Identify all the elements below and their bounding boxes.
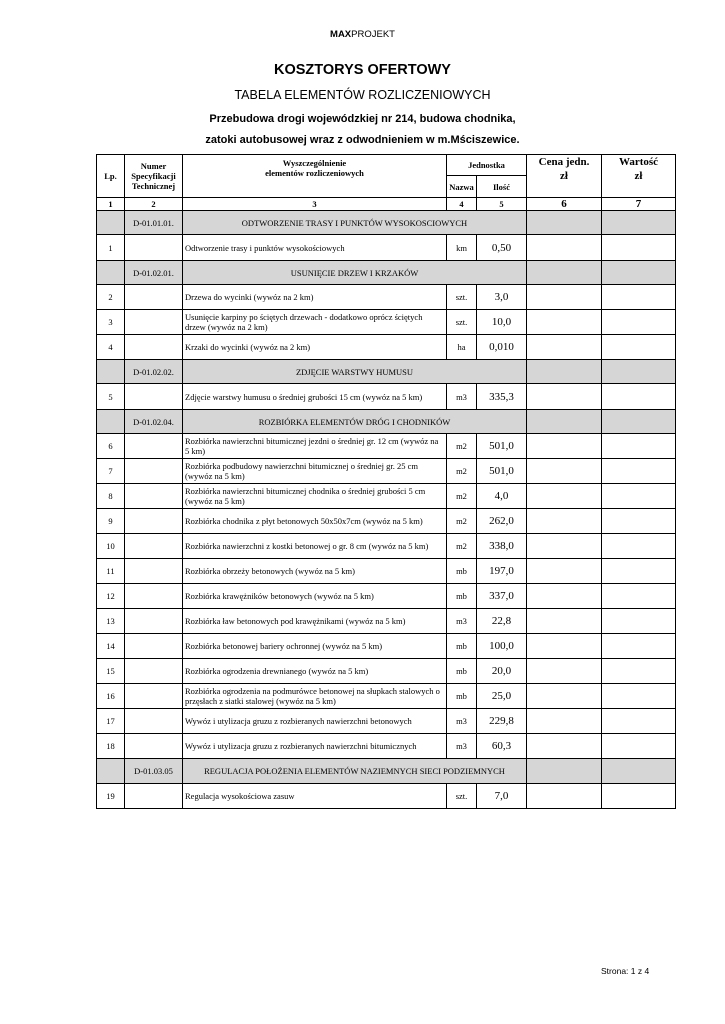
row-value[interactable] — [602, 734, 676, 759]
header-value-line-2: zł — [634, 170, 643, 182]
row-quantity: 60,3 — [477, 734, 527, 759]
row-unit: m2 — [447, 484, 477, 509]
row-unit-price[interactable] — [527, 459, 602, 484]
row-value[interactable] — [602, 335, 676, 360]
section-title: REGULACJA POŁOŻENIA ELEMENTÓW NAZIEMNYCH SIECI PODZIEMNYCH — [183, 759, 527, 784]
row-unit-price[interactable] — [527, 709, 602, 734]
table-row — [97, 484, 676, 509]
row-quantity: 0,50 — [477, 235, 527, 261]
row-unit-price[interactable] — [527, 484, 602, 509]
column-number-row — [97, 198, 676, 211]
header-unit-group: Jednostka — [447, 155, 527, 176]
row-value[interactable] — [602, 559, 676, 584]
section-title: ZDJĘCIE WARSTWY HUMUSU — [183, 360, 527, 384]
row-lp: 19 — [97, 784, 125, 809]
row-unit-price[interactable] — [527, 235, 602, 261]
section-title: ROZBIÓRKA ELEMENTÓW DRÓG I CHODNIKÓW — [183, 410, 527, 434]
row-unit-price[interactable] — [527, 634, 602, 659]
brand-rest: PROJEKT — [351, 29, 395, 40]
row-value[interactable] — [602, 534, 676, 559]
header-unit-price-line-1: Cena jedn. — [538, 156, 590, 168]
row-unit: szt. — [447, 285, 477, 310]
row-description: Rozbiórka podbudowy nawierzchni bitumicznej o średniej gr. 25 cm (wywóz na 5 km) — [183, 459, 447, 484]
table-row — [97, 659, 676, 684]
row-quantity: 4,0 — [477, 484, 527, 509]
table-row — [97, 684, 676, 709]
row-lp: 7 — [97, 459, 125, 484]
row-quantity: 335,3 — [477, 384, 527, 410]
table-row — [97, 335, 676, 360]
row-value[interactable] — [602, 310, 676, 335]
row-lp: 13 — [97, 609, 125, 634]
section-row — [97, 261, 676, 285]
row-lp: 9 — [97, 509, 125, 534]
row-lp: 14 — [97, 634, 125, 659]
section-code: D-01.03.05 — [125, 759, 183, 784]
row-value[interactable] — [602, 634, 676, 659]
row-value[interactable] — [602, 584, 676, 609]
col-number: 7 — [602, 198, 676, 211]
row-description: Odtworzenie trasy i punktów wysokościowych — [183, 235, 447, 261]
header-spec-line-1: Numer — [140, 161, 167, 171]
row-value[interactable] — [602, 235, 676, 261]
table-row — [97, 384, 676, 410]
row-value[interactable] — [602, 684, 676, 709]
row-description: Rozbiórka betonowej bariery ochronnej (wywóz na 5 km) — [183, 634, 447, 659]
row-quantity: 3,0 — [477, 285, 527, 310]
header-description-line-2: elementów rozliczeniowych — [265, 168, 364, 178]
project-description-line-1: Przebudowa drogi wojewódzkiej nr 214, budowa chodnika, — [209, 113, 516, 125]
row-quantity: 10,0 — [477, 310, 527, 335]
row-quantity: 0,010 — [477, 335, 527, 360]
row-quantity: 337,0 — [477, 584, 527, 609]
section-row — [97, 410, 676, 434]
row-description: Drzewa do wycinki (wywóz na 2 km) — [183, 285, 447, 310]
col-number: 6 — [527, 198, 602, 211]
table-row — [97, 634, 676, 659]
row-description: Rozbiórka chodnika z płyt betonowych 50x50x7cm (wywóz na 5 km) — [183, 509, 447, 534]
row-lp: 8 — [97, 484, 125, 509]
header-lp: Lp. — [97, 155, 125, 198]
row-value[interactable] — [602, 709, 676, 734]
section-row — [97, 211, 676, 235]
row-description: Regulacja wysokościowa zasuw — [183, 784, 447, 809]
row-lp: 11 — [97, 559, 125, 584]
row-unit-price[interactable] — [527, 434, 602, 459]
section-title: USUNIĘCIE DRZEW I KRZAKÓW — [183, 261, 527, 285]
row-unit: m2 — [447, 509, 477, 534]
row-unit: m3 — [447, 609, 477, 634]
row-unit-price[interactable] — [527, 784, 602, 809]
row-description: Zdjęcie warstwy humusu o średniej grubości 15 cm (wywóz na 5 km) — [183, 384, 447, 410]
row-unit: szt. — [447, 784, 477, 809]
col-number: 3 — [183, 198, 447, 211]
row-unit-price[interactable] — [527, 609, 602, 634]
section-row — [97, 759, 676, 784]
row-value[interactable] — [602, 285, 676, 310]
table-row — [97, 509, 676, 534]
col-number: 4 — [447, 198, 477, 211]
row-description: Rozbiórka ław betonowych pod krawężnikami (wywóz na 5 km) — [183, 609, 447, 634]
row-unit-price[interactable] — [527, 584, 602, 609]
document-subtitle: TABELA ELEMENTÓW ROZLICZENIOWYCH — [234, 88, 491, 102]
row-lp: 5 — [97, 384, 125, 410]
row-value[interactable] — [602, 384, 676, 410]
table-row — [97, 310, 676, 335]
row-unit: mb — [447, 559, 477, 584]
header-spec — [125, 155, 183, 198]
row-lp: 2 — [97, 285, 125, 310]
row-unit-price[interactable] — [527, 559, 602, 584]
row-lp: 12 — [97, 584, 125, 609]
row-quantity: 262,0 — [477, 509, 527, 534]
table-row — [97, 609, 676, 634]
row-description: Rozbiórka ogrodzenia na podmurówce betonowej na słupkach stalowych o przęsłach z siatki stalowej (wywóz na 5 km) — [183, 684, 447, 709]
header-unit-name: Nazwa — [447, 176, 477, 198]
table-row — [97, 285, 676, 310]
row-quantity: 501,0 — [477, 459, 527, 484]
row-unit-price[interactable] — [527, 659, 602, 684]
section-code: D-01.01.01. — [125, 211, 183, 235]
row-description: Rozbiórka nawierzchni z kostki betonowej o gr. 8 cm (wywóz na 5 km) — [183, 534, 447, 559]
row-unit: m2 — [447, 434, 477, 459]
table-row — [97, 584, 676, 609]
row-unit-price[interactable] — [527, 310, 602, 335]
row-unit-price[interactable] — [527, 734, 602, 759]
row-quantity: 25,0 — [477, 684, 527, 709]
section-title: ODTWORZENIE TRASY I PUNKTÓW WYSOKOSCIOWYCH — [183, 211, 527, 235]
row-unit-price[interactable] — [527, 684, 602, 709]
section-row — [97, 360, 676, 384]
row-unit: km — [447, 235, 477, 261]
row-value[interactable] — [602, 609, 676, 634]
header-quantity: Ilość — [477, 176, 527, 198]
page-number: Strona: 1 z 4 — [601, 966, 650, 976]
table-row — [97, 709, 676, 734]
section-code: D-01.02.01. — [125, 261, 183, 285]
row-unit: m3 — [447, 384, 477, 410]
table-row — [97, 559, 676, 584]
row-quantity: 197,0 — [477, 559, 527, 584]
cost-estimate-table — [96, 154, 676, 809]
header-value-line-1: Wartość — [618, 156, 659, 168]
row-unit-price[interactable] — [527, 285, 602, 310]
header-unit-price — [527, 155, 602, 198]
row-value[interactable] — [602, 784, 676, 809]
table-row — [97, 534, 676, 559]
brand-bold: MAX — [330, 29, 352, 40]
row-lp: 4 — [97, 335, 125, 360]
row-unit-price[interactable] — [527, 534, 602, 559]
row-value[interactable] — [602, 434, 676, 459]
table-row — [97, 784, 676, 809]
project-description-line-2: zatoki autobusowej wraz z odwodnieniem w m.Mściszewice. — [205, 134, 520, 146]
section-code: D-01.02.02. — [125, 360, 183, 384]
row-description: Rozbiórka nawierzchni bitumicznej jezdni o średniej gr. 12 cm (wywóz na 5 km) — [183, 434, 447, 459]
col-number: 5 — [477, 198, 527, 211]
table-header-row-1 — [97, 155, 676, 176]
row-unit-price[interactable] — [527, 509, 602, 534]
row-unit: m2 — [447, 534, 477, 559]
row-unit: szt. — [447, 310, 477, 335]
row-lp: 1 — [97, 235, 125, 261]
header-spec-line-3: Technicznej — [131, 181, 176, 191]
col-number: 2 — [125, 198, 183, 211]
header-spec-line-2: Specyfikacji — [131, 171, 176, 181]
header-description — [183, 155, 447, 198]
row-unit: mb — [447, 659, 477, 684]
document-title: KOSZTORYS OFERTOWY — [274, 62, 451, 78]
row-unit: ha — [447, 335, 477, 360]
row-quantity: 100,0 — [477, 634, 527, 659]
row-lp: 18 — [97, 734, 125, 759]
header-value — [602, 155, 676, 198]
row-lp: 10 — [97, 534, 125, 559]
row-unit: mb — [447, 684, 477, 709]
row-description: Rozbiórka ogrodzenia drewnianego (wywóz na 5 km) — [183, 659, 447, 684]
row-lp: 17 — [97, 709, 125, 734]
row-unit: mb — [447, 584, 477, 609]
section-code: D-01.02.04. — [125, 410, 183, 434]
col-number: 1 — [97, 198, 125, 211]
row-description: Wywóz i utylizacja gruzu z rozbieranych nawierzchni betonowych — [183, 709, 447, 734]
row-description: Rozbiórka nawierzchni bitumicznej chodnika o średniej grubości 5 cm (wywóz na 5 km) — [183, 484, 447, 509]
brand-header — [0, 29, 725, 40]
row-unit-price[interactable] — [527, 335, 602, 360]
row-value[interactable] — [602, 459, 676, 484]
table-row — [97, 734, 676, 759]
row-value[interactable] — [602, 659, 676, 684]
row-description: Krzaki do wycinki (wywóz na 2 km) — [183, 335, 447, 360]
row-description: Rozbiórka krawężników betonowych (wywóz na 5 km) — [183, 584, 447, 609]
row-value[interactable] — [602, 509, 676, 534]
header-description-line-1: Wyszczególnienie — [282, 158, 347, 168]
row-quantity: 501,0 — [477, 434, 527, 459]
row-lp: 6 — [97, 434, 125, 459]
row-description: Usunięcie karpiny po ściętych drzewach - dodatkowo oprócz ściętych drzew (wywóz na 2 km) — [183, 310, 447, 335]
table-row — [97, 459, 676, 484]
header-unit-price-line-2: zł — [560, 170, 568, 182]
row-unit: m3 — [447, 709, 477, 734]
row-value[interactable] — [602, 484, 676, 509]
row-quantity: 229,8 — [477, 709, 527, 734]
row-lp: 3 — [97, 310, 125, 335]
row-quantity: 20,0 — [477, 659, 527, 684]
table-row — [97, 235, 676, 261]
row-lp: 15 — [97, 659, 125, 684]
table-row — [97, 434, 676, 459]
row-quantity: 22,8 — [477, 609, 527, 634]
row-unit: mb — [447, 634, 477, 659]
row-description: Rozbiórka obrzeży betonowych (wywóz na 5 km) — [183, 559, 447, 584]
row-unit: m2 — [447, 459, 477, 484]
row-quantity: 338,0 — [477, 534, 527, 559]
row-quantity: 7,0 — [477, 784, 527, 809]
row-unit-price[interactable] — [527, 384, 602, 410]
row-lp: 16 — [97, 684, 125, 709]
row-description: Wywóz i utylizacja gruzu z rozbieranych nawierzchni bitumicznych — [183, 734, 447, 759]
row-unit: m3 — [447, 734, 477, 759]
